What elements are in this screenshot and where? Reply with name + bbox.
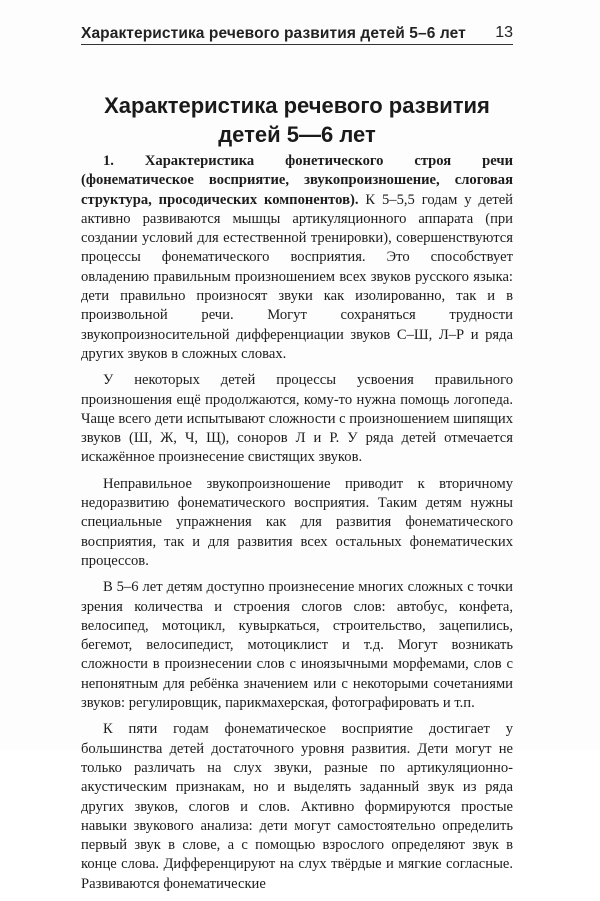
header-rule <box>81 44 513 45</box>
chapter-title-line-2: детей 5—6 лет <box>218 122 376 147</box>
paragraph-1 <box>81 152 513 364</box>
paragraph-1-text: К 5–5,5 годам у детей активно развиваются мышцы артикуляционного аппарата (при создании условий для естественной тренировки), совершенствуются процессы фонематического восприятия. Это способствует овладению правильным произношением всех звуков русского языка: дети правильно произносят звуки как изолированно, так и в произвольной речи. Могут сохраняться трудности звукопроизносительной дифференциации звуков С–Ш, Л–Р и ряда других звуков в сложных словах. <box>81 191 513 362</box>
page-number: 13 <box>495 24 513 41</box>
chapter-title-line-1: Характеристика речевого развития <box>104 93 490 118</box>
paragraph-2: У некоторых детей процессы усвоения правильного произношения ещё продолжаются, кому-то нужна помощь логопеда. Чаще всего дети испытывают сложности с произношением шипящих звуков (Ш, Ж, Ч, Щ), соноров Л и Р. У ряда детей отмечается искажённое произнесение свистящих звуков. <box>81 372 513 466</box>
paragraph-3: Неправильное звукопроизношение приводит к вторичному недоразвитию фонематического восприятия. Таким детям нужны специальные упражнения как для развития фонематического восприятия, так и для развития всех остальных фонематических процессов. <box>81 475 513 569</box>
body-text <box>81 152 513 901</box>
chapter-title <box>81 91 513 149</box>
paragraph-4: В 5–6 лет детям доступно произнесение многих сложных с точки зрения количества и строения слогов слов: автобус, конфета, велосипед, мотоцикл, кувыркаться, строительство, зацепились, бегемот, велосипедист, мотоциклист и т.д. Могут возникать сложности в произнесении слов с иноязычными морфемами, слов с непонятным для ребёнка значением или с некоторыми сочетаниями звуков: регулировщик, парикмахерская, фотографировать и т.п. <box>81 579 513 712</box>
paragraph-5: К пяти годам фонематическое восприятие достигает у большинства детей достаточного уровня развития. Дети могут не только различать на слух звуки, разные по артикуляционно-акустическим признакам, но и выделять заданный звук из ряда других звуков, слогов и слов. Активно формируются простые навыки звукового анализа: дети могут самостоятельно определить первый звук в слове, а с помощью взрослого определяют звук в конце слова. Дифференцируют на слух твёрдые и мягкие согласные. Развиваются фонематические <box>81 721 513 892</box>
running-head <box>81 20 513 46</box>
paragraph-1-lead: 1. Характеристика фонетического строя речи (фонематическое восприятие, звукопроизношение, слоговая структура, просодических компонентов). <box>81 153 513 208</box>
running-head-title: Характеристика речевого развития детей 5–6 лет <box>81 25 466 42</box>
